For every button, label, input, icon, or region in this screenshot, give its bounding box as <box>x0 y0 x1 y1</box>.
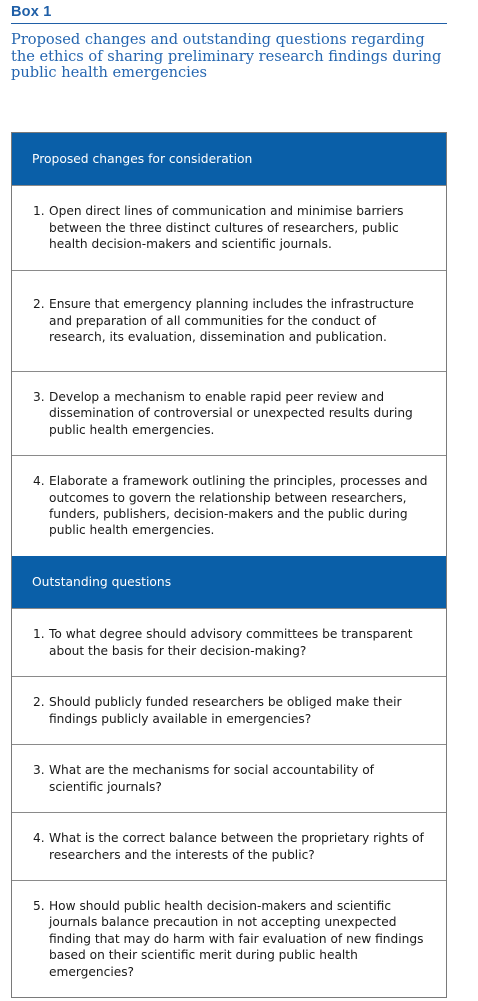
item-number: 3. <box>33 763 45 778</box>
item-number: 1. <box>33 204 45 219</box>
item-text: How should public health decision-makers and scientific journals balance precaution in not accepting unexpected finding that may do harm with fair evaluation of new findings based on their scientific merit during public health emergencies? <box>49 898 424 979</box>
item-text: Develop a mechanism to enable rapid peer review and dissemination of controversial or unexpected results during public health emergencies. <box>49 389 413 437</box>
box-table <box>11 132 447 998</box>
item-text: What is the correct balance between the proprietary rights of researchers and the interests of the public? <box>49 831 424 862</box>
section-header-outstanding-questions: Outstanding questions <box>12 556 446 608</box>
item-text: Ensure that emergency planning includes the infrastructure and preparation of all communities for the conduct of research, its evaluation, dissemination and publication. <box>49 297 414 345</box>
item-number: 2. <box>33 297 45 312</box>
list-item <box>12 608 446 676</box>
box-title-rule <box>11 23 447 24</box>
item-text: Should publicly funded researchers be obliged make their findings publicly available in emergencies? <box>49 695 402 726</box>
item-text: Open direct lines of communication and minimise barriers between the three distinct cultures of researchers, public health decision-makers and scientific journals. <box>49 204 404 252</box>
list-item <box>12 270 446 371</box>
item-text: What are the mechanisms for social accountability of scientific journals? <box>49 763 374 794</box>
item-number: 4. <box>33 831 45 846</box>
list-item <box>12 676 446 744</box>
list-item <box>12 880 446 997</box>
box-label: Box 1 <box>11 4 52 20</box>
item-number: 3. <box>33 389 45 404</box>
box-title: Proposed changes and outstanding questions regarding the ethics of sharing preliminary research findings during public health emergencies <box>11 31 442 81</box>
section-header-proposed-changes: Proposed changes for consideration <box>12 133 446 185</box>
item-number: 4. <box>33 474 45 489</box>
list-item <box>12 744 446 812</box>
item-number: 5. <box>33 898 45 913</box>
list-item <box>12 185 446 270</box>
item-text: Elaborate a framework outlining the principles, processes and outcomes to govern the relationship between researchers, funders, publishers, decision-makers and the public during public health emergencies. <box>49 474 428 538</box>
item-number: 2. <box>33 695 45 710</box>
list-item <box>12 812 446 880</box>
list-item <box>12 371 446 455</box>
list-item <box>12 455 446 556</box>
item-text: To what degree should advisory committees be transparent about the basis for their decision-making? <box>49 627 413 658</box>
item-number: 1. <box>33 627 45 642</box>
